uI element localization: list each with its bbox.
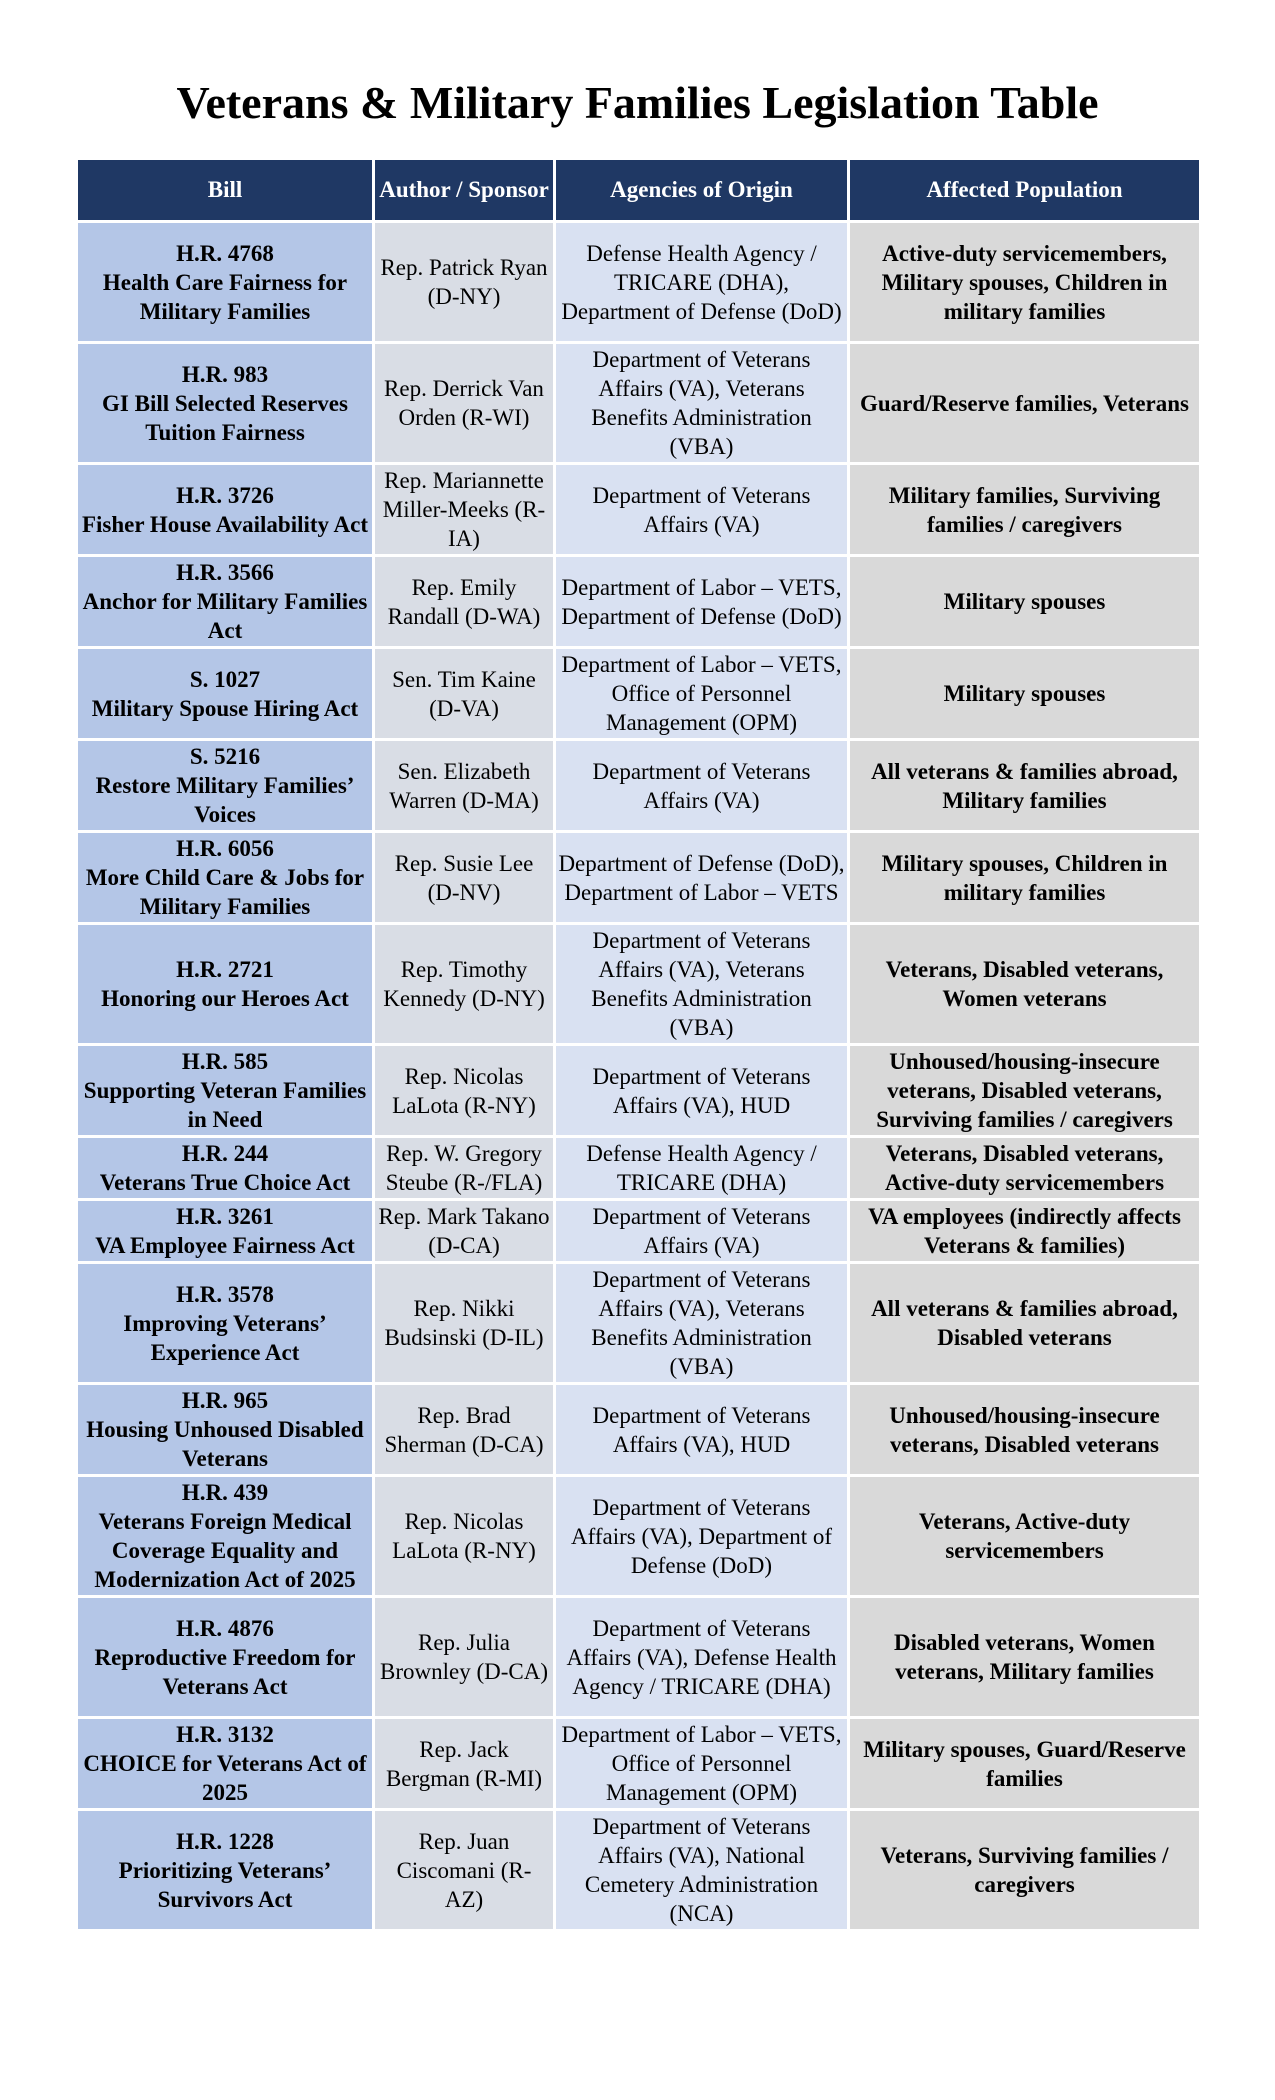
bill-cell xyxy=(78,741,372,830)
author-sponsor-cell: Rep. Mariannette Miller-Meeks (R-IA) xyxy=(375,465,553,554)
bill-name: Prioritizing Veterans’ Survivors Act xyxy=(118,1857,332,1912)
table-body xyxy=(78,223,1199,1929)
bill-name: CHOICE for Veterans Act of 2025 xyxy=(83,1751,367,1805)
author-sponsor-cell: Rep. Timothy Kennedy (D-NY) xyxy=(375,925,553,1043)
agencies-cell: Department of Veterans Affairs (VA) xyxy=(556,465,847,554)
page-title: Veterans & Military Families Legislation Table xyxy=(176,77,1099,128)
bill-name: VA Employee Fairness Act xyxy=(95,1233,355,1258)
agencies-cell: Department of Veterans Affairs (VA), Veterans Benefits Administration (VBA) xyxy=(556,344,847,462)
header-agencies-of-origin: Agencies of Origin xyxy=(556,160,847,220)
author-sponsor-cell: Rep. Julia Brownley (D-CA) xyxy=(375,1598,553,1716)
header-author-sponsor: Author / Sponsor xyxy=(375,160,553,220)
agencies-cell: Department of Veterans Affairs (VA) xyxy=(556,741,847,830)
bill-number: H.R. 585 xyxy=(181,1049,269,1074)
table-row xyxy=(78,557,1199,646)
bill-number: H.R. 2721 xyxy=(176,957,274,982)
agencies-cell: Defense Health Agency / TRICARE (DHA) xyxy=(556,1138,847,1198)
bill-number: H.R. 439 xyxy=(181,1480,269,1505)
author-sponsor-cell: Rep. Mark Takano (D-CA) xyxy=(375,1201,553,1261)
bill-number: H.R. 3566 xyxy=(176,560,274,585)
author-sponsor-cell: Sen. Elizabeth Warren (D-MA) xyxy=(375,741,553,830)
bill-cell xyxy=(78,833,372,922)
table-row xyxy=(78,1811,1199,1929)
bill-cell xyxy=(78,649,372,738)
affected-population-cell: All veterans & families abroad, Disabled veterans xyxy=(850,1264,1199,1382)
header-bill: Bill xyxy=(78,160,372,220)
bill-cell xyxy=(78,1719,372,1808)
bill-name: Honoring our Heroes Act xyxy=(101,986,349,1011)
author-sponsor-cell: Rep. Juan Ciscomani (R- AZ) xyxy=(375,1811,553,1929)
bill-cell xyxy=(78,1385,372,1474)
bill-number: H.R. 4768 xyxy=(176,240,274,266)
bill-name: Housing Unhoused Disabled Veterans xyxy=(86,1417,364,1471)
table-row xyxy=(78,1385,1199,1474)
bill-cell xyxy=(78,1598,372,1716)
bill-name: Anchor for Military Families Act xyxy=(82,589,368,643)
agencies-cell: Defense Health Agency / TRICARE (DHA), Department of Defense (DoD) xyxy=(556,223,847,341)
bill-name: Restore Military Families’ Voices xyxy=(95,773,355,827)
bill-number: H.R. 3578 xyxy=(176,1281,274,1307)
bill-name: Health Care Fairness for Military Families xyxy=(102,269,348,324)
header-affected-population: Affected Population xyxy=(850,160,1199,220)
author-sponsor-cell: Rep. Patrick Ryan (D-NY) xyxy=(375,223,553,341)
table-header-row xyxy=(78,160,1199,220)
bill-name: Veterans Foreign Medical Coverage Equality and Modernization Act of 2025 xyxy=(94,1509,356,1592)
table-row xyxy=(78,649,1199,738)
affected-population-cell: Veterans, Surviving families / caregivers xyxy=(850,1811,1199,1929)
agencies-cell: Department of Labor – VETS, Department of Defense (DoD) xyxy=(556,557,847,646)
affected-population-cell: Military spouses xyxy=(850,557,1199,646)
bill-cell xyxy=(78,1264,372,1382)
table-row xyxy=(78,465,1199,554)
agencies-cell: Department of Veterans Affairs (VA), National Cemetery Administration (NCA) xyxy=(556,1811,847,1929)
affected-population-cell: Military spouses, Guard/Reserve families xyxy=(850,1719,1199,1808)
affected-population-cell: Veterans, Active-duty servicemembers xyxy=(850,1477,1199,1595)
affected-population-cell: Veterans, Disabled veterans, Women veterans xyxy=(850,925,1199,1043)
affected-population-cell: Military families, Surviving families / caregivers xyxy=(850,465,1199,554)
bill-cell xyxy=(78,1477,372,1595)
bill-number: S. 1027 xyxy=(189,666,261,692)
agencies-cell: Department of Veterans Affairs (VA), Department of Defense (DoD) xyxy=(556,1477,847,1595)
bill-name: Reproductive Freedom for Veterans Act xyxy=(94,1644,356,1699)
agencies-cell: Department of Defense (DoD), Department of Labor – VETS xyxy=(556,833,847,922)
table-row xyxy=(78,1598,1199,1716)
agencies-cell: Department of Veterans Affairs (VA), Defense Health Agency / TRICARE (DHA) xyxy=(556,1598,847,1716)
bill-cell xyxy=(78,1201,372,1261)
table-row xyxy=(78,1477,1199,1595)
affected-population-cell: Military spouses, Children in military families xyxy=(850,833,1199,922)
author-sponsor-cell: Rep. Jack Bergman (R-MI) xyxy=(375,1719,553,1808)
affected-population-cell: Unhoused/housing-insecure veterans, Disabled veterans, Surviving families / caregivers xyxy=(850,1046,1199,1135)
bill-name: Improving Veterans’ Experience Act xyxy=(123,1310,327,1365)
table-row xyxy=(78,1201,1199,1261)
bill-number: H.R. 1228 xyxy=(176,1828,274,1854)
table-row xyxy=(78,1046,1199,1135)
bill-cell xyxy=(78,925,372,1043)
bill-name: Fisher House Availability Act xyxy=(81,511,369,537)
table-row xyxy=(78,1138,1199,1198)
table-row xyxy=(78,925,1199,1043)
author-sponsor-cell: Rep. Brad Sherman (D-CA) xyxy=(375,1385,553,1474)
bill-cell xyxy=(78,1046,372,1135)
agencies-cell: Department of Veterans Affairs (VA), HUD xyxy=(556,1046,847,1135)
agencies-cell: Department of Veterans Affairs (VA), HUD xyxy=(556,1385,847,1474)
affected-population-cell: Disabled veterans, Women veterans, Military families xyxy=(850,1598,1199,1716)
author-sponsor-cell: Rep. Nikki Budsinski (D-IL) xyxy=(375,1264,553,1382)
table-row xyxy=(78,223,1199,341)
bill-number: H.R. 965 xyxy=(181,1388,269,1413)
agencies-cell: Department of Veterans Affairs (VA) xyxy=(556,1201,847,1261)
bill-number: H.R. 4876 xyxy=(176,1615,274,1641)
agencies-cell: Department of Veterans Affairs (VA), Veterans Benefits Administration (VBA) xyxy=(556,1264,847,1382)
bill-number: H.R. 983 xyxy=(181,361,269,387)
affected-population-cell: Active-duty servicemembers, Military spouses, Children in military families xyxy=(850,223,1199,341)
table-row xyxy=(78,1719,1199,1808)
bill-name: GI Bill Selected Reserves Tuition Fairness xyxy=(102,390,348,445)
bill-name: More Child Care & Jobs for Military Families xyxy=(85,865,365,919)
bill-number: H.R. 3726 xyxy=(176,482,274,508)
bill-cell xyxy=(78,223,372,341)
bill-number: S. 5216 xyxy=(189,744,261,769)
bill-name: Supporting Veteran Families in Need xyxy=(83,1078,367,1132)
agencies-cell: Department of Labor – VETS, Office of Personnel Management (OPM) xyxy=(556,1719,847,1808)
agencies-cell: Department of Veterans Affairs (VA), Veterans Benefits Administration (VBA) xyxy=(556,925,847,1043)
author-sponsor-cell: Rep. Susie Lee (D-NV) xyxy=(375,833,553,922)
bill-number: H.R. 3261 xyxy=(176,1204,274,1229)
bill-cell xyxy=(78,1811,372,1929)
bill-number: H.R. 3132 xyxy=(176,1722,274,1747)
bill-name: Veterans True Choice Act xyxy=(99,1170,351,1195)
bill-cell xyxy=(78,465,372,554)
author-sponsor-cell: Sen. Tim Kaine (D-VA) xyxy=(375,649,553,738)
affected-population-cell: Veterans, Disabled veterans, Active-duty servicemembers xyxy=(850,1138,1199,1198)
author-sponsor-cell: Rep. W. Gregory Steube (R-/FLA) xyxy=(375,1138,553,1198)
affected-population-cell: VA employees (indirectly affects Veterans & families) xyxy=(850,1201,1199,1261)
affected-population-cell: Guard/Reserve families, Veterans xyxy=(850,344,1199,462)
bill-cell xyxy=(78,557,372,646)
affected-population-cell: Unhoused/housing-insecure veterans, Disabled veterans xyxy=(850,1385,1199,1474)
legislation-table xyxy=(75,157,1202,1932)
agencies-cell: Department of Labor – VETS, Office of Personnel Management (OPM) xyxy=(556,649,847,738)
bill-number: H.R. 244 xyxy=(181,1141,269,1166)
bill-number: H.R. 6056 xyxy=(176,836,274,861)
table-row xyxy=(78,344,1199,462)
affected-population-cell: Military spouses xyxy=(850,649,1199,738)
author-sponsor-cell: Rep. Emily Randall (D-WA) xyxy=(375,557,553,646)
author-sponsor-cell: Rep. Derrick Van Orden (R-WI) xyxy=(375,344,553,462)
table-row xyxy=(78,1264,1199,1382)
table-row xyxy=(78,833,1199,922)
author-sponsor-cell: Rep. Nicolas LaLota (R-NY) xyxy=(375,1046,553,1135)
table-row xyxy=(78,741,1199,830)
author-sponsor-cell: Rep. Nicolas LaLota (R-NY) xyxy=(375,1477,553,1595)
bill-cell xyxy=(78,344,372,462)
bill-cell xyxy=(78,1138,372,1198)
affected-population-cell: All veterans & families abroad, Military families xyxy=(850,741,1199,830)
bill-name: Military Spouse Hiring Act xyxy=(91,695,359,721)
